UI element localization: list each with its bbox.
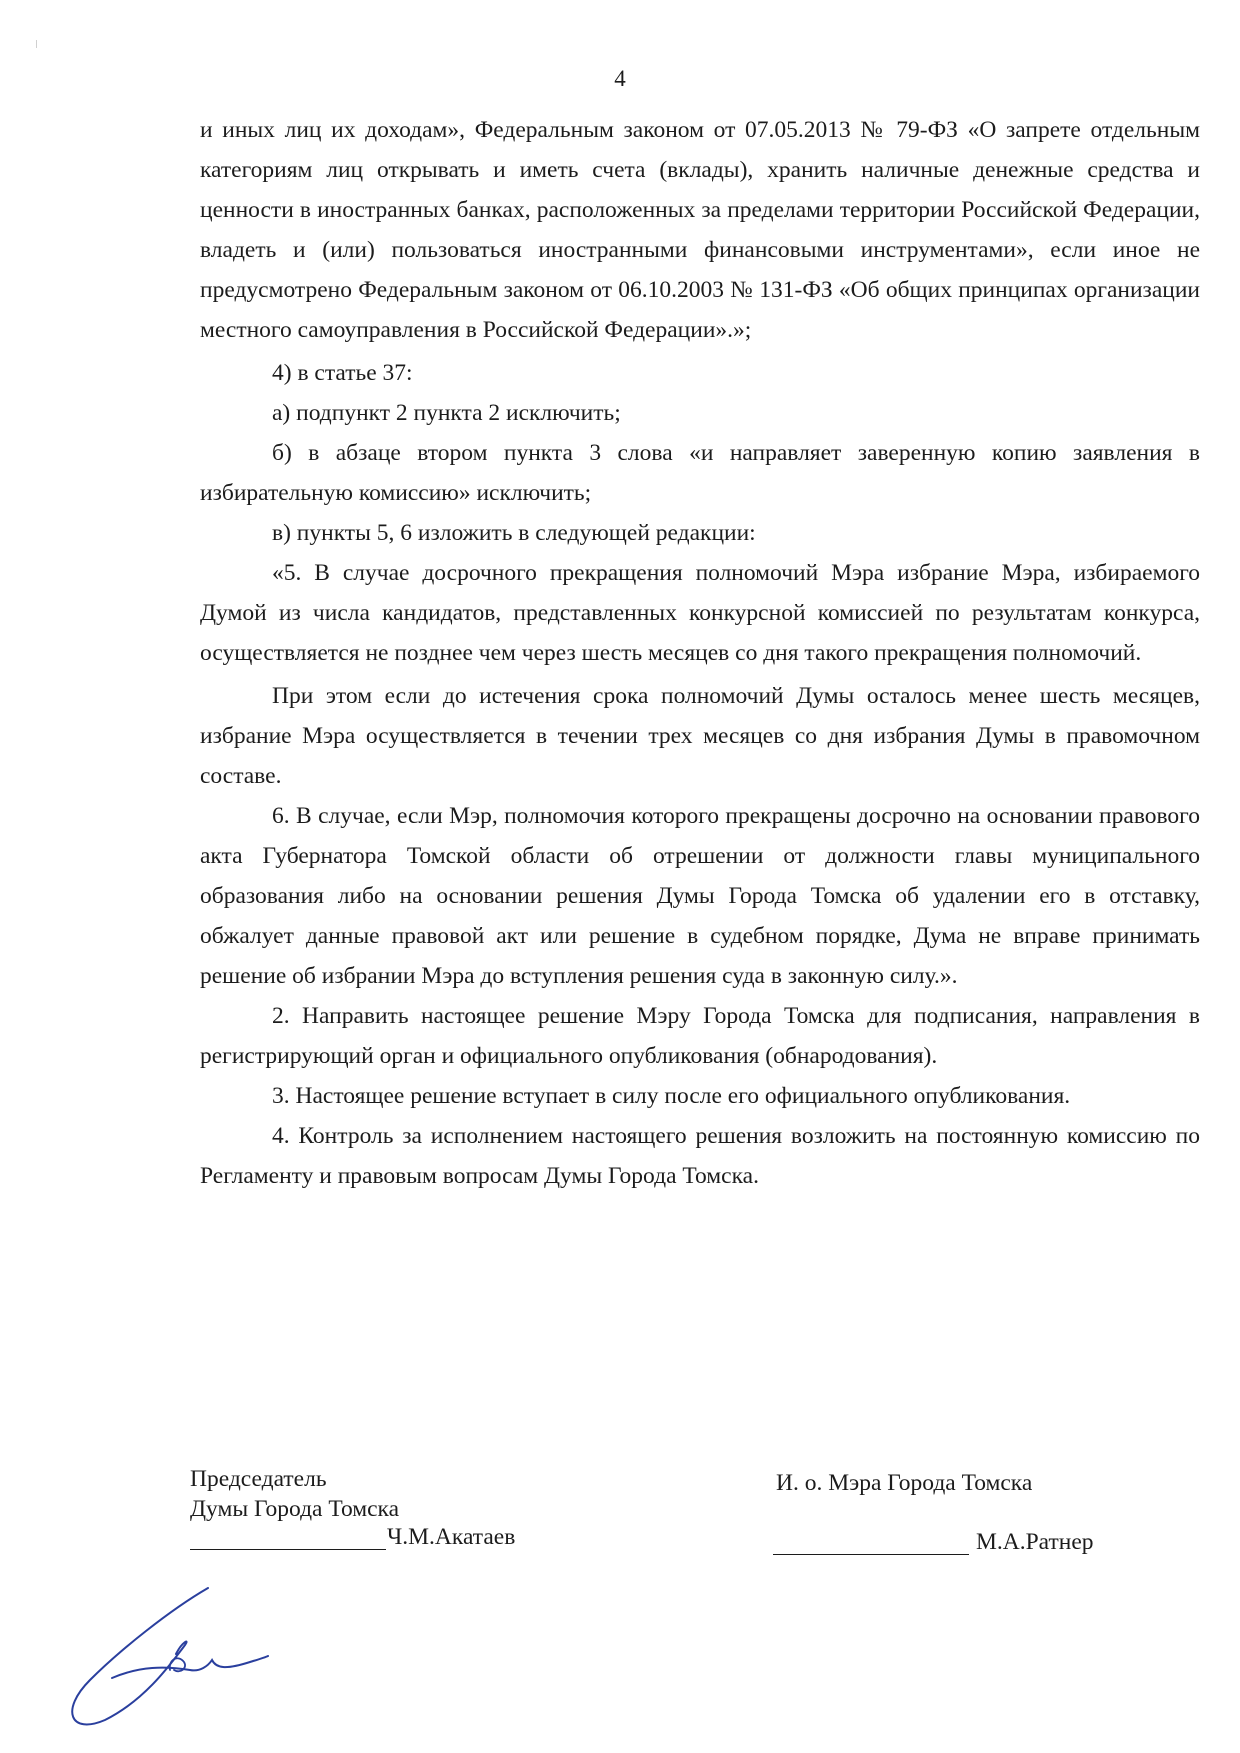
paragraph-clause-3: 3. Настоящее решение вступает в силу после его официального опубликования. <box>272 1083 1071 1109</box>
document-body <box>200 110 1200 1196</box>
scan-artifact <box>36 40 37 48</box>
signatory-left-position: Председатель <box>190 1466 327 1492</box>
handwritten-signature <box>50 1570 270 1740</box>
page-number: 4 <box>614 66 626 91</box>
paragraph-clause-2: 2. Направить настоящее решение Мэру Города Томска для подписания, направления в регистрирующий орган и официального опубликования (обнародования). <box>200 1003 1200 1069</box>
signature-line-right <box>773 1554 969 1555</box>
paragraph-item-5: «5. В случае досрочного прекращения полномочий Мэра избрание Мэра, избираемого Думой из числа кандидатов, представленных конкурсной комиссией по результатам конкурса, осуществляется не позднее чем через шесть месяцев со дня такого прекращения полномочий. <box>200 560 1200 666</box>
paragraph-item-5-cont: При этом если до истечения срока полномочий Думы осталось менее шесть месяцев, избрание Мэра осуществляется в течении трех месяцев со дня избрания Думы в правомочном составе. <box>200 683 1200 789</box>
paragraph-article-37: 4) в статье 37: <box>272 360 413 386</box>
signatory-left-name: Ч.М.Акатаев <box>387 1524 516 1550</box>
signature-stroke-cross <box>112 1656 268 1678</box>
signatory-right-name: М.А.Ратнер <box>976 1529 1094 1555</box>
signatory-left-title <box>190 1464 399 1524</box>
signatory-left-organization: Думы Города Томска <box>190 1496 400 1522</box>
paragraph-clause-4: 4. Контроль за исполнением настоящего решения возложить на постоянную комиссию по Регламенту и правовым вопросам Думы Города Томска. <box>200 1123 1200 1189</box>
paragraph-subpoint-b: б) в абзаце втором пункта 3 слова «и направляет заверенную копию заявления в избирательную комиссию» исключить; <box>200 440 1200 506</box>
paragraph-item-6: 6. В случае, если Мэр, полномочия которого прекращены досрочно на основании правового акта Губернатора Томской области об отрешении от должности главы муниципального образования либо на основании решения Думы Города Томска об удалении его в отставку, обжалует данные правовой акт или решение в судебном порядке, Дума не вправе принимать решение об избрании Мэра до вступления решения суда в законную силу.». <box>200 803 1200 989</box>
signature-line-left <box>190 1549 386 1550</box>
paragraph-continuation: и иных лиц их доходам», Федеральным законом от 07.05.2013 № 79-ФЗ «О запрете отдельным категориям лиц открывать и иметь счета (вклады), хранить наличные денежные средства и ценности в иностранных банках, расположенных за пределами территории Российской Федерации, владеть и (или) пользоваться иностранными финансовыми инструментами», если иное не предусмотрено Федеральным законом от 06.10.2003 № 131-ФЗ «Об общих принципах организации местного самоуправления в Российской Федерации».»; <box>200 117 1200 343</box>
signatory-right-title: И. о. Мэра Города Томска <box>776 1470 1033 1496</box>
paragraph-subpoint-a: а) подпункт 2 пункта 2 исключить; <box>272 400 621 426</box>
signature-stroke-main <box>72 1588 208 1724</box>
paragraph-subpoint-v: в) пункты 5, 6 изложить в следующей редакции: <box>272 520 756 546</box>
